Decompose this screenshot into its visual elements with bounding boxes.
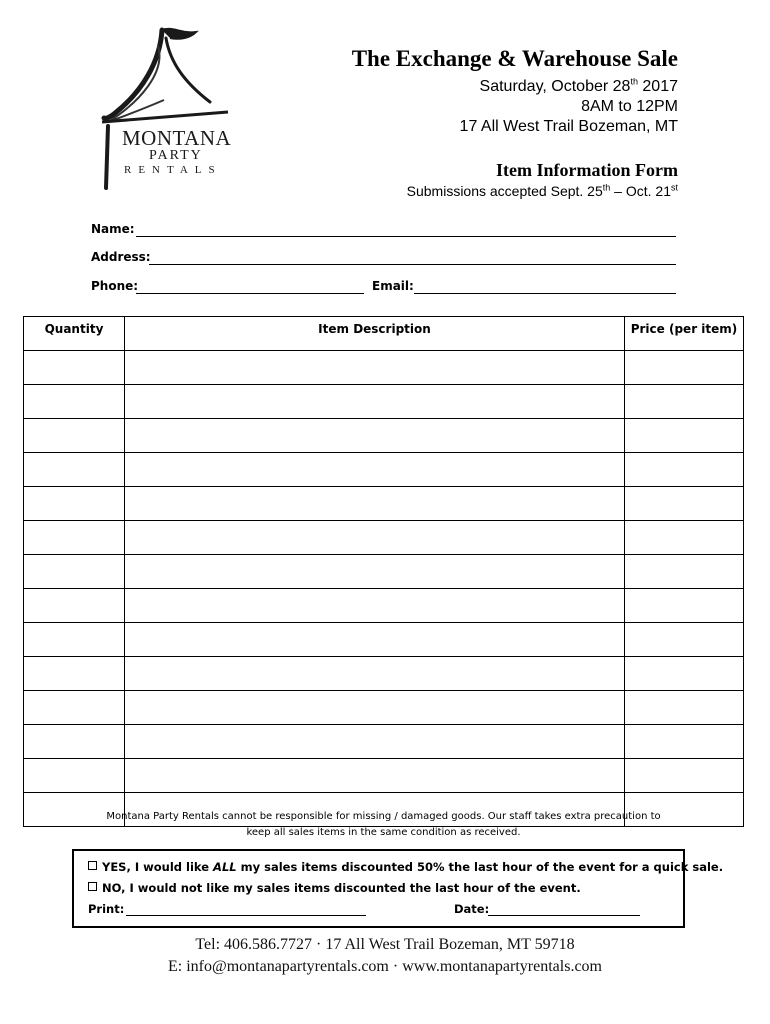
print-label: Print: — [88, 902, 125, 916]
description-cell[interactable] — [125, 691, 625, 725]
logo-name-montana: MONTANA — [122, 126, 232, 150]
address-field[interactable] — [149, 264, 676, 265]
name-label: Name: — [91, 222, 135, 236]
description-cell[interactable] — [125, 623, 625, 657]
table-row — [24, 385, 744, 419]
description-cell[interactable] — [125, 487, 625, 521]
price-cell[interactable] — [625, 725, 744, 759]
name-field[interactable] — [136, 236, 676, 237]
price-cell[interactable] — [625, 759, 744, 793]
submission-dates: Submissions accepted Sept. 25th – Oct. 21st — [406, 182, 678, 199]
description-cell[interactable] — [125, 419, 625, 453]
logo-figure — [106, 126, 108, 188]
quantity-cell[interactable] — [24, 521, 125, 555]
price-cell[interactable] — [625, 351, 744, 385]
table-header-row — [24, 317, 744, 351]
price-cell[interactable] — [625, 487, 744, 521]
discount-no-option[interactable]: NO, I would not like my sales items discounted the last hour of the event. — [88, 881, 581, 895]
price-cell[interactable] — [625, 657, 744, 691]
description-cell[interactable] — [125, 453, 625, 487]
checkbox-yes[interactable] — [88, 861, 97, 870]
quantity-cell[interactable] — [24, 759, 125, 793]
quantity-cell[interactable] — [24, 725, 125, 759]
table-row — [24, 487, 744, 521]
price-cell[interactable] — [625, 521, 744, 555]
price-cell[interactable] — [625, 453, 744, 487]
disclaimer-line-2: keep all sales items in the same condition as received. — [246, 827, 521, 838]
table-row — [24, 419, 744, 453]
description-cell[interactable] — [125, 589, 625, 623]
date-label: Date: — [454, 902, 490, 916]
column-header-price: Price (per item) — [625, 317, 744, 351]
logo-tent-right-stroke — [166, 38, 210, 102]
date-field[interactable] — [488, 915, 640, 916]
item-table — [23, 316, 744, 827]
table-row — [24, 555, 744, 589]
event-time: 8AM to 12PM — [581, 98, 678, 115]
event-address: 17 All West Trail Bozeman, MT — [459, 118, 678, 135]
table-row — [24, 657, 744, 691]
table-row — [24, 589, 744, 623]
table-row — [24, 351, 744, 385]
description-cell[interactable] — [125, 521, 625, 555]
table-row — [24, 453, 744, 487]
price-cell[interactable] — [625, 623, 744, 657]
quantity-cell[interactable] — [24, 487, 125, 521]
quantity-cell[interactable] — [24, 623, 125, 657]
table-row — [24, 725, 744, 759]
print-field[interactable] — [126, 915, 366, 916]
quantity-cell[interactable] — [24, 589, 125, 623]
description-cell[interactable] — [125, 657, 625, 691]
description-cell[interactable] — [125, 725, 625, 759]
phone-label: Phone: — [91, 279, 139, 293]
logo-name-party: PARTY — [149, 148, 203, 163]
quantity-cell[interactable] — [24, 385, 125, 419]
quantity-cell[interactable] — [24, 419, 125, 453]
page-title: The Exchange & Warehouse Sale — [351, 46, 678, 71]
disclaimer — [23, 809, 744, 841]
phone-field[interactable] — [136, 293, 364, 294]
description-cell[interactable] — [125, 555, 625, 589]
event-date: Saturday, October 28th 2017 — [479, 76, 678, 95]
email-label: Email: — [372, 279, 414, 293]
price-cell[interactable] — [625, 691, 744, 725]
form-title: Item Information Form — [496, 160, 678, 180]
quantity-cell[interactable] — [24, 657, 125, 691]
quantity-cell[interactable] — [24, 691, 125, 725]
price-cell[interactable] — [625, 589, 744, 623]
column-header-item-description: Item Description — [125, 317, 625, 351]
price-cell[interactable] — [625, 385, 744, 419]
column-header-quantity: Quantity — [24, 317, 125, 351]
footer-contact: Tel: 406.586.7727 · 17 All West Trail Bozeman, MT 59718 — [195, 936, 575, 953]
table-row — [24, 759, 744, 793]
table-row — [24, 521, 744, 555]
footer-web: E: info@montanapartyrentals.com · www.montanapartyrentals.com — [167, 958, 602, 975]
quantity-cell[interactable] — [24, 351, 125, 385]
quantity-cell[interactable] — [24, 555, 125, 589]
description-cell[interactable] — [125, 759, 625, 793]
email-field[interactable] — [414, 293, 676, 294]
table-row — [24, 623, 744, 657]
description-cell[interactable] — [125, 385, 625, 419]
checkbox-no[interactable] — [88, 882, 97, 891]
discount-yes-option[interactable]: YES, I would like ALL my sales items discounted 50% the last hour of the event for a quick sale. — [88, 860, 723, 874]
logo-name-rentals: RENTALS — [124, 164, 222, 176]
price-cell[interactable] — [625, 419, 744, 453]
table-row — [24, 691, 744, 725]
price-cell[interactable] — [625, 555, 744, 589]
quantity-cell[interactable] — [24, 453, 125, 487]
address-label: Address: — [91, 250, 151, 264]
description-cell[interactable] — [125, 351, 625, 385]
discount-options-box — [72, 849, 724, 928]
disclaimer-line-1: Montana Party Rentals cannot be responsible for missing / damaged goods. Our staff takes extra precaution to — [106, 811, 661, 822]
